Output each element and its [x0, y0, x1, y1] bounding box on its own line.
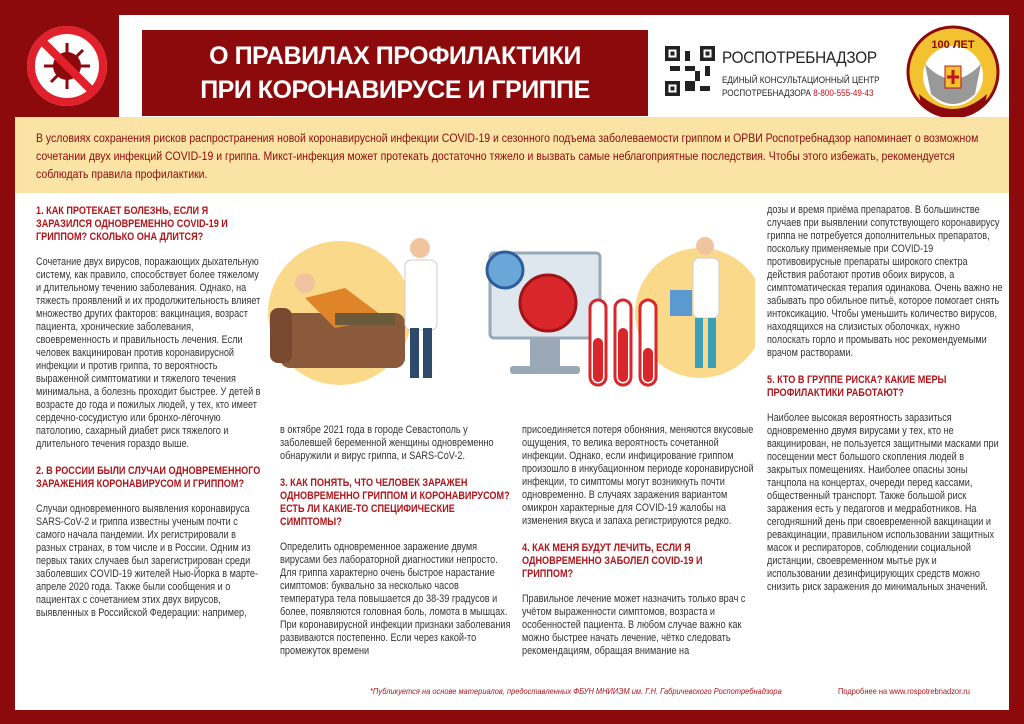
section-4-body-continued: дозы и время приёма препаратов. В большинстве случаев при выявлении сопутствующего коронавирусу гриппа не потребуется дополнительных препаратов, поскольку применяемые при COVID-19 противовирусные препараты широкого спектра действия работают против обоих вирусов, а симптоматическая терапия одинакова. Очень важно не забывать про обильное питьё, которое помогает снять интоксикацию. Чтобы уменьшить количество вирусов, находящихся на слизистых оболочках, нужно полоскать горло и промывать нос рекомендуемыми врачом растворами. [767, 204, 1003, 359]
section-5-heading: 5. КТО В ГРУППЕ РИСКА? КАКИЕ МЕРЫ ПРОФИЛАКТИКИ РАБОТАЮТ? [767, 374, 947, 399]
intro-text: В условиях сохранения рисков распространения новой коронавирусной инфекции COVID-19 и сезонного подъема заболеваемости гриппом и ОРВИ Роспотребнадзор напоминает о возможном сочетании двух инфекций COVID-19 и гриппа. Микст-инфекция может протекать достаточно тяжело и вызвать самые неблагоприятные последствия. Чтобы этого избежать, рекомендуется соблюдать правила профилактики. [36, 131, 979, 181]
section-2-heading: 2. В РОССИИ БЫЛИ СЛУЧАИ ОДНОВРЕМЕННОГО ЗАРАЖЕНИЯ КОРОНАВИРУСОМ И ГРИППОМ? [36, 465, 261, 490]
more-info-link[interactable]: Подробнее на www.rospotrebnadzor.ru [838, 686, 970, 696]
hotline-phone[interactable]: 8-800-555-49-43 [813, 88, 874, 98]
title-line-1: О ПРАВИЛАХ ПРОФИЛАКТИКИ [209, 42, 581, 70]
emblem-text: 100 ЛЕТ [931, 39, 975, 51]
title-line-2: ПРИ КОРОНАВИРУСЕ И ГРИППЕ [200, 76, 590, 104]
source-note: *Публикуется на основе материалов, предоставленных ФБУН МНИИЭМ им. Г.Н. Габричевского Роспотребнадзора [370, 686, 782, 696]
section-2-body: Случаи одновременного выявления коронавируса SARS-CoV-2 и гриппа известны ученым почти с самого начала пандемии. Их регистрировали в разных странах, в том числе и в России. Одним из первых таких случаев был зарегистрирован среди заболевших COVID-19 жителей Нью-Йорка в марте-апреле 2020 года. Также были сообщения и о пациентах с сочетанием этих двух вирусов, выявленных в Российской Федерации: например, [36, 503, 259, 619]
section-1-heading: 1. КАК ПРОТЕКАЕТ БОЛЕЗНЬ, ЕСЛИ Я ЗАРАЗИЛСЯ ОДНОВРЕМЕННО COVID-19 И ГРИППОМ? СКОЛЬКО ОНА ДЛИТСЯ? [36, 205, 228, 243]
intro-banner [15, 117, 1009, 193]
qr-code-icon[interactable] [665, 46, 715, 96]
hotline-info [722, 74, 880, 100]
section-4-body: Правильное лечение может назначить только врач с учётом выраженности симптомов, возраста и особенностей пациента. В любом случае важно как можно быстрее начать лечение, чётко следовать рекомендациям, обращая внимание на [522, 593, 746, 657]
section-5-body: Наиболее высокая вероятность заразиться одновременно двумя вирусами у тех, кто не вакцинирован, не пользуется защитными масками при посещении мест большого скопления людей в закрытых помещениях. Наиболее опасны зоны танцпола на концертах, очереди перед кассами, общественный транспорт. Также большой риск заражения есть у педагогов и медработников. На сегодняшний день при своевременной вакцинации и ревакцинации, правильном использовании защитных масок и респираторов, соблюдении социальной дистанции, своевременном мытье рук и использовании дезинфицирующих средств можно снизить риск заражения до минимальных значений. [767, 412, 999, 593]
column-2 [280, 424, 510, 672]
column-1 [36, 205, 264, 634]
anniversary-emblem-logo [905, 24, 1001, 120]
section-3-heading: 3. КАК ПОНЯТЬ, ЧТО ЧЕЛОВЕК ЗАРАЖЕН ОДНОВРЕМЕННО ГРИППОМ И КОРОНАВИРУСОМ? ЕСТЬ ЛИ КАКИЕ-ТО СПЕЦИФИЧЕСКИЕ СИМПТОМЫ? [280, 477, 510, 528]
page-title [142, 30, 648, 116]
column-4 [767, 204, 1003, 608]
hotline-org: РОСПОТРЕБНАДЗОРА [722, 88, 811, 98]
section-1-body: Сочетание двух вирусов, поражающих дыхательную систему, как правило, способствует более тяжелому и длительному течению заболевания. Однако, на тяжесть проявлений и их продолжительность влияет множество других факторов: вакцинация, возраст пациента, хронические заболевания, своевременность и правильность лечения. Если человек вакцинирован против коронавирусной инфекции и против гриппа, то вероятность выраженной симптоматики и тяжелого течения минимальна, а болезнь проходит быстрее. У детей в возрасте до года и пожилых людей, у тех, кто имеет сердечно-сосудистую или бронхо-лёгочную патологию, сахарный диабет риск тяжелого и длительного течения гораздо выше. [36, 256, 261, 450]
section-2-body-continued: в октябре 2021 года в городе Севастополь у заболевшей беременной женщины одновременно обнаружили и вирус гриппа, и SARS-CoV-2. [280, 424, 494, 462]
illustration-doctors-viruses [265, 228, 755, 413]
org-name: РОСПОТРЕБНАДЗОР [722, 48, 877, 67]
section-3-body-continued: присоединяется потеря обоняния, меняются вкусовые ощущения, то велика вероятность сочетанной инфекции. Однако, если инфицирование гриппом произошло в инкубационном периоде коронавирусной инфекции, то симптомы могут возникнуть почти одновременно. В случаях заражения вариантом омикрон характерные для COVID-19 жалобы на изменения вкуса и запаха регистрируются редко. [522, 424, 754, 527]
section-4-heading: 4. КАК МЕНЯ БУДУТ ЛЕЧИТЬ, ЕСЛИ Я ОДНОВРЕМЕННО ЗАБОЛЕЛ COVID-19 И ГРИППОМ? [522, 542, 703, 580]
no-virus-icon [15, 15, 119, 117]
column-3 [522, 424, 754, 672]
hotline-label: ЕДИНЫЙ КОНСУЛЬТАЦИОННЫЙ ЦЕНТР [722, 75, 880, 85]
section-3-body: Определить одновременное заражение двумя вирусами без лабораторной диагностики непросто. Для гриппа характерно очень быстрое нарастание симптомов: буквально за несколько часов температура тела повышается до 38-39 градусов и более, появляются головная боль, ломота в мышцах. При коронавирусной инфекции признаки заболевания развиваются постепенно. Если через какой-то промежуток времени [280, 541, 511, 657]
